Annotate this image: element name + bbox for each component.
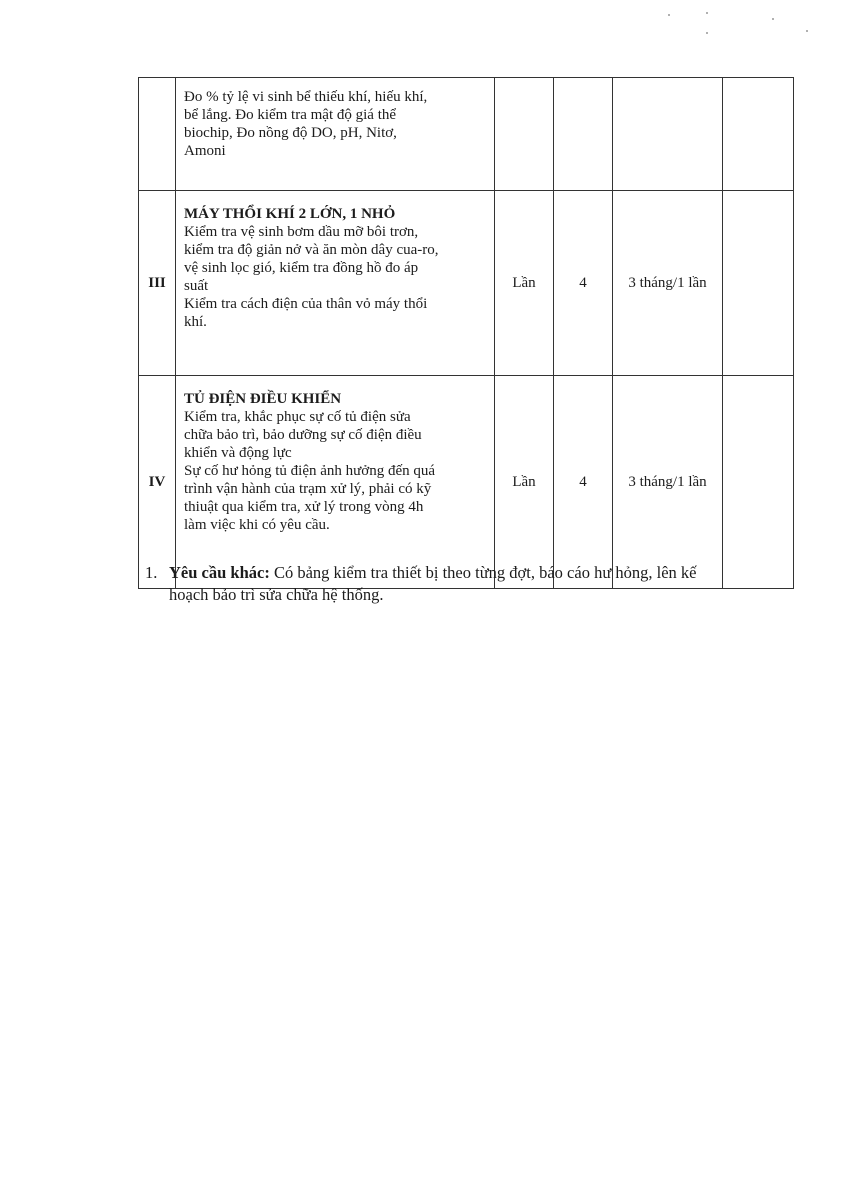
- desc-line: biochip, Đo nồng độ DO, pH, Nitơ,: [184, 125, 397, 141]
- row-frequency: 3 tháng/1 lần: [613, 191, 723, 376]
- row-number: IV: [139, 376, 176, 589]
- desc-line: khiển và động lực: [184, 445, 292, 461]
- scan-speck: [706, 32, 708, 34]
- row-note: [723, 191, 794, 376]
- scan-speck: [668, 14, 670, 16]
- requirement-line-1: Có bảng kiểm tra thiết bị theo từng đợt, báo cáo hư hỏng, lên kế: [269, 563, 697, 582]
- desc-line: kiểm tra độ giản nở và ăn mòn dây cua-ro,: [184, 242, 439, 258]
- desc-line: Kiểm tra vệ sinh bơm dầu mỡ bôi trơn,: [184, 224, 419, 240]
- row-unit: Lần: [495, 376, 554, 589]
- section-title: TỦ ĐIỆN ĐIỀU KHIỂN: [184, 391, 342, 407]
- list-number: 1.: [145, 563, 158, 582]
- row-frequency: 3 tháng/1 lần: [613, 376, 723, 589]
- scan-speck: [806, 30, 808, 32]
- row-quantity: [554, 78, 613, 191]
- requirement-line-2: hoạch bảo trì sửa chữa hệ thống.: [169, 585, 384, 604]
- desc-line: Đo % tỷ lệ vi sinh bể thiếu khí, hiếu khí,: [184, 89, 428, 105]
- row-note: [723, 376, 794, 589]
- table-row: [139, 376, 794, 589]
- maintenance-table: [138, 77, 794, 589]
- desc-line: Amoni: [184, 143, 226, 159]
- desc-line: khí.: [184, 314, 207, 330]
- row-description: [176, 191, 495, 376]
- desc-line: suất: [184, 278, 209, 294]
- other-requirements: [145, 562, 785, 606]
- row-description: [176, 78, 495, 191]
- desc-line: trình vận hành của trạm xử lý, phải có kỹ: [184, 481, 432, 497]
- row-frequency: [613, 78, 723, 191]
- desc-line: Kiểm tra cách điện của thân vỏ máy thổi: [184, 296, 428, 312]
- row-quantity: 4: [554, 191, 613, 376]
- row-unit: Lần: [495, 191, 554, 376]
- desc-line: Kiểm tra, khắc phục sự cố tủ điện sửa: [184, 409, 411, 425]
- table-row: [139, 191, 794, 376]
- requirement-label: Yêu cầu khác:: [169, 563, 270, 582]
- desc-line: làm việc khi có yêu cầu.: [184, 517, 330, 533]
- desc-line: vệ sinh lọc gió, kiểm tra đồng hồ đo áp: [184, 260, 419, 276]
- desc-line: Sự cố hư hỏng tủ điện ảnh hưởng đến quá: [184, 463, 436, 479]
- desc-line: thiuật qua kiểm tra, xử lý trong vòng 4h: [184, 499, 424, 515]
- row-number: [139, 78, 176, 191]
- scan-speck: [706, 12, 708, 14]
- row-quantity: 4: [554, 376, 613, 589]
- row-note: [723, 78, 794, 191]
- row-number: III: [139, 191, 176, 376]
- desc-line: bể lắng. Đo kiểm tra mật độ giá thể: [184, 107, 397, 123]
- section-title: MÁY THỔI KHÍ 2 LỚN, 1 NHỎ: [184, 206, 396, 222]
- requirement-text: [169, 562, 785, 606]
- table-row: [139, 78, 794, 191]
- row-description: [176, 376, 495, 589]
- row-unit: [495, 78, 554, 191]
- scan-speck: [772, 18, 774, 20]
- desc-line: chữa bảo trì, bảo dưỡng sự cố điện điều: [184, 427, 422, 443]
